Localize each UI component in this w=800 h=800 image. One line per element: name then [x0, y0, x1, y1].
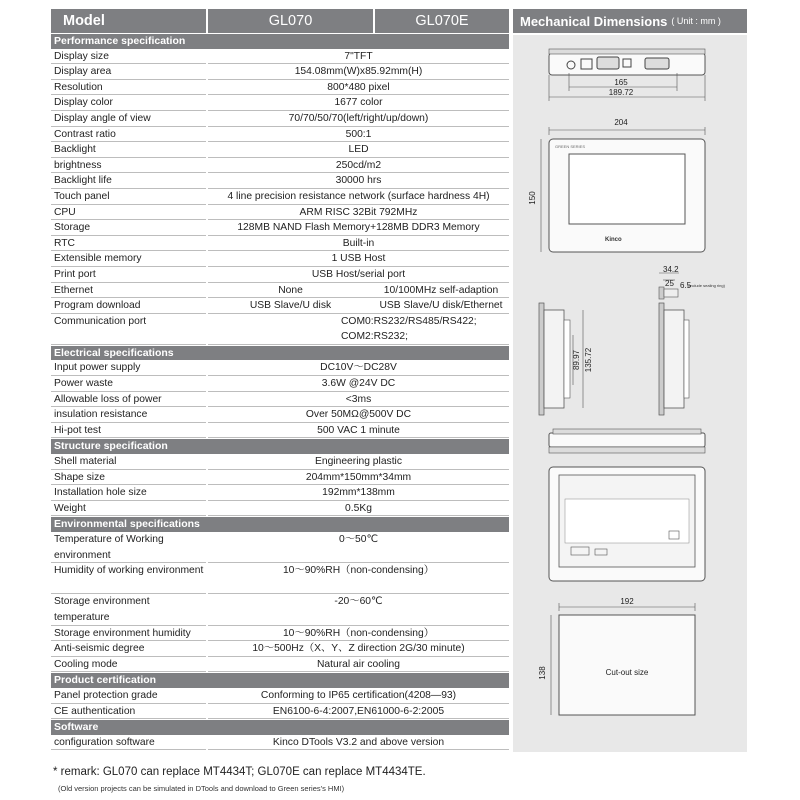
spec-value: ARM RISC 32Bit 792MHz — [208, 205, 509, 221]
spec-value: 4 line precision resistance network (surface hardness 4H) — [208, 189, 509, 205]
brand-label: Kinco — [605, 237, 622, 243]
spec-value: Over 50MΩ@500V DC — [208, 407, 509, 423]
spec-value: <3ms — [208, 392, 509, 408]
spec-row — [51, 64, 509, 80]
series-label: GREEN SERIES — [555, 144, 586, 149]
mechanical-title: Mechanical Dimensions — [520, 13, 668, 29]
spec-row — [51, 626, 509, 642]
spec-row — [51, 220, 509, 236]
spec-value: 250cd/m2 — [208, 158, 509, 174]
spec-value: Engineering plastic — [208, 454, 509, 470]
spec-value-gl070: None — [278, 284, 303, 296]
dim-top-outer: 189.72 — [608, 88, 634, 97]
spec-row — [51, 236, 509, 252]
spec-label: Ethernet — [51, 283, 206, 299]
spec-label: Input power supply — [51, 360, 206, 376]
spec-sections — [51, 33, 509, 750]
spec-value-pair — [208, 283, 509, 299]
spec-label: Communication port — [51, 314, 206, 345]
spec-row — [51, 392, 509, 408]
spec-row — [51, 454, 509, 470]
spec-label: Cooling mode — [51, 657, 206, 673]
dim-front-width: 204 — [614, 118, 628, 127]
spec-row — [51, 470, 509, 486]
spec-label: RTC — [51, 236, 206, 252]
remark-text: * remark: GL070 can replace MT4434T; GL070E can replace MT4434TE. — [53, 766, 426, 778]
section-header: Environmental specifications — [51, 516, 509, 532]
spec-row — [51, 704, 509, 720]
spec-value: EN6100-6-4:2007,EN61000-6-2:2005 — [208, 704, 509, 720]
spec-value: 7"TFT — [208, 49, 509, 65]
spec-label: Storage environment temperature — [51, 594, 206, 625]
spec-value: 10～500Hz（X、Y、Z direction 2G/30 minute) — [208, 641, 509, 657]
spec-value: 1 USB Host — [208, 251, 509, 267]
spec-label: Shape size — [51, 470, 206, 486]
dim-top-inner: 165 — [614, 78, 628, 87]
spec-row — [51, 283, 509, 299]
spec-value: 154.08mm(W)x85.92mm(H) — [208, 64, 509, 80]
spec-value: 192mm*138mm — [208, 485, 509, 501]
dim-front-height: 150 — [528, 191, 537, 205]
spec-label: brightness — [51, 158, 206, 174]
spec-label: CE authentication — [51, 704, 206, 720]
spec-row — [51, 407, 509, 423]
spec-row — [51, 142, 509, 158]
spec-label: Touch panel — [51, 189, 206, 205]
spec-row — [51, 298, 509, 314]
note-text: (Old version projects can be simulated in DTools and download to Green series's HMI) — [58, 784, 345, 793]
spec-row — [51, 127, 509, 143]
spec-label: Backlight — [51, 142, 206, 158]
model-label: Model — [51, 9, 206, 33]
spec-value-lines — [208, 314, 509, 345]
spec-label: Program download — [51, 298, 206, 314]
spec-row — [51, 173, 509, 189]
spec-label: insulation resistance — [51, 407, 206, 423]
spec-value: 10～90%RH（non-condensing） — [208, 563, 509, 594]
spec-row — [51, 111, 509, 127]
spec-label: Display area — [51, 64, 206, 80]
spec-label: Shell material — [51, 454, 206, 470]
spec-row — [51, 641, 509, 657]
side-view-drawing — [539, 303, 689, 415]
section-header: Performance specification — [51, 33, 509, 49]
spec-row — [51, 205, 509, 221]
spec-value: 1677 color — [208, 95, 509, 111]
spec-label: Allowable loss of power — [51, 392, 206, 408]
spec-value: 10～90%RH（non-condensing） — [208, 626, 509, 642]
dim-side-h1: 89.97 — [572, 349, 581, 371]
model-gl070: GL070 — [208, 9, 373, 33]
spec-value: Natural air cooling — [208, 657, 509, 673]
spec-value: Kinco DTools V3.2 and above version — [208, 735, 509, 751]
dim-cutout-height: 138 — [538, 666, 547, 680]
cutout-drawing — [551, 603, 695, 715]
spec-value: 128MB NAND Flash Memory+128MB DDR3 Memory — [208, 220, 509, 236]
spec-row — [51, 95, 509, 111]
spec-label: Contrast ratio — [51, 127, 206, 143]
spec-value: 0～50℃ — [208, 532, 509, 563]
spec-row — [51, 49, 509, 65]
spec-label: configuration software — [51, 735, 206, 751]
spec-row — [51, 657, 509, 673]
table-header — [51, 9, 509, 33]
spec-value-line: COM2:RS232; — [341, 331, 408, 343]
mechanical-drawings — [513, 35, 747, 752]
spec-value: DC10V～DC28V — [208, 360, 509, 376]
spec-label: Hi-pot test — [51, 423, 206, 439]
spec-row — [51, 360, 509, 376]
spec-value: 500 VAC 1 minute — [208, 423, 509, 439]
spec-label: Print port — [51, 267, 206, 283]
section-header: Software — [51, 719, 509, 735]
mechanical-unit: ( Unit : mm ) — [671, 16, 721, 26]
spec-value-line: COM0:RS232/RS485/RS422; — [341, 315, 477, 327]
spec-value: -20～60℃ — [208, 594, 509, 625]
spec-value: 30000 hrs — [208, 173, 509, 189]
spec-row — [51, 563, 509, 594]
spec-label: Extensible memory — [51, 251, 206, 267]
sealing-note: (include sealing ring) — [688, 283, 725, 288]
bottom-view-drawing — [549, 429, 705, 453]
spec-row — [51, 158, 509, 174]
dim-sealing: 6.5 — [680, 281, 692, 290]
spec-value: 70/70/50/70(left/right/up/down) — [208, 111, 509, 127]
spec-label: Display size — [51, 49, 206, 65]
spec-label: Weight — [51, 501, 206, 517]
spec-label: Storage — [51, 220, 206, 236]
spec-value-gl070e: USB Slave/U disk/Ethernet — [379, 300, 503, 312]
spec-value: 800*480 pixel — [208, 80, 509, 96]
spec-row — [51, 189, 509, 205]
spec-row — [51, 735, 509, 751]
spec-value: 3.6W @24V DC — [208, 376, 509, 392]
dimension-drawings — [513, 35, 747, 752]
spec-label: CPU — [51, 205, 206, 221]
dim-side-h2: 135.72 — [584, 347, 593, 373]
spec-row — [51, 594, 509, 625]
spec-row — [51, 423, 509, 439]
spec-value: USB Host/serial port — [208, 267, 509, 283]
model-gl070e: GL070E — [375, 9, 509, 33]
spec-row — [51, 376, 509, 392]
spec-label: Resolution — [51, 80, 206, 96]
section-header: Structure specification — [51, 438, 509, 454]
spec-value: LED — [208, 142, 509, 158]
dim-cutout-width: 192 — [620, 597, 634, 606]
spec-value: Conforming to IP65 certification(4208—93) — [208, 688, 509, 704]
cutout-label: Cut-out size — [605, 668, 649, 677]
section-header: Electrical specifications — [51, 345, 509, 361]
spec-value-gl070: USB Slave/U disk — [249, 300, 332, 312]
mechanical-dimensions-header — [513, 9, 747, 33]
spec-value: 204mm*150mm*34mm — [208, 470, 509, 486]
spec-row — [51, 80, 509, 96]
rear-view-drawing — [549, 467, 705, 581]
spec-value-gl070e: 10/100MHz self-adaption — [383, 284, 499, 296]
spec-row — [51, 532, 509, 563]
dim-side-depth: 34.2 — [663, 265, 679, 274]
spec-value: 0.5Kg — [208, 501, 509, 517]
spec-label: Backlight life — [51, 173, 206, 189]
spec-value: Built-in — [208, 236, 509, 252]
spec-row — [51, 314, 509, 345]
spec-row — [51, 485, 509, 501]
spec-label: Humidity of working environment — [51, 563, 206, 594]
spec-value-pair — [208, 298, 509, 314]
spec-label: Temperature of Working environment — [51, 532, 206, 563]
dim-side-bezel: 25 — [665, 279, 674, 288]
spec-row — [51, 501, 509, 517]
spec-label: Panel protection grade — [51, 688, 206, 704]
spec-table — [51, 9, 509, 750]
section-header: Product certification — [51, 672, 509, 688]
spec-row — [51, 251, 509, 267]
spec-row — [51, 267, 509, 283]
spec-label: Storage environment humidity — [51, 626, 206, 642]
spec-label: Installation hole size — [51, 485, 206, 501]
spec-row — [51, 688, 509, 704]
spec-label: Display angle of view — [51, 111, 206, 127]
spec-value: 500:1 — [208, 127, 509, 143]
spec-label: Display color — [51, 95, 206, 111]
spec-label: Anti-seismic degree — [51, 641, 206, 657]
spec-label: Power waste — [51, 376, 206, 392]
